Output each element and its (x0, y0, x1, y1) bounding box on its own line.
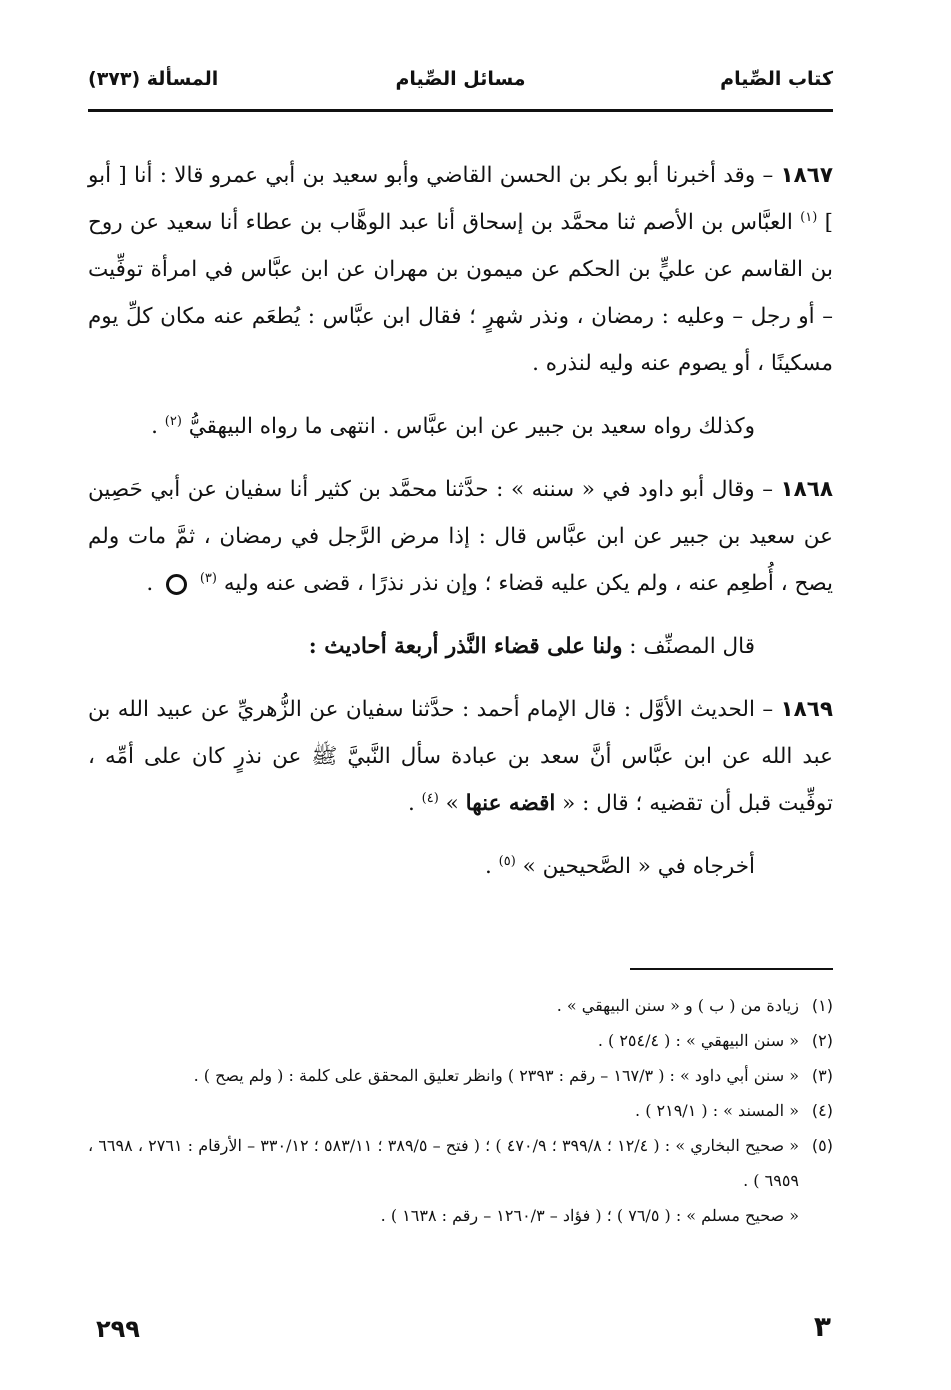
hadith-bold-quote: اقضه عنها (465, 791, 556, 816)
footnote-mark: (٢) (811, 1031, 833, 1050)
paragraph-text: . (485, 854, 499, 879)
footnote-continuation (88, 1198, 833, 1233)
hadith-1867 (88, 152, 833, 387)
footnote-mark: (١) (811, 996, 833, 1015)
paragraph-bold-text: ولنا على قضاء النَّذر أربعة أحاديث : (308, 634, 623, 659)
footnote-item (88, 1128, 833, 1198)
hadith-number: ١٨٦٧ (780, 163, 833, 188)
narration-note (88, 403, 833, 450)
footnote-item (88, 1023, 833, 1058)
hadith-text: . (408, 791, 422, 816)
hadith-text: – وقال أبو داود في « سننه » : حدَّثنا محمَّد بن كثير أنا سفيان عن أبي حَصِين عن سعيد بن جبير عن ابن عبَّاس قال : إذا مرض الرَّجل في رمضان ، ثمَّ مات ولم يصح ، أُطعِم عنه ، ولم يكن عليه قضاء ؛ وإن نذر نذرًا ، قضى عنه وليه (88, 477, 833, 596)
footnote-ref: (٢) (164, 413, 182, 429)
hadith-number: ١٨٦٨ (780, 477, 833, 502)
hadith-text: . (146, 571, 160, 596)
takhrij-note (88, 843, 833, 890)
header-issue-number: المسألة (٣٧٣) (88, 68, 219, 90)
footnote-ref: (١) (800, 209, 818, 225)
header-section-title: مسائل الصِّيام (395, 68, 526, 90)
hadith-number: ١٨٦٩ (780, 697, 833, 722)
footnote-mark: (٤) (811, 1101, 833, 1120)
footnote-mark: (٣) (811, 1066, 833, 1085)
author-statement (88, 623, 833, 670)
running-header (88, 62, 833, 106)
paragraph-text: . (151, 414, 165, 439)
paragraph-text: أخرجاه في « الصَّحيحين » (522, 854, 755, 879)
hadith-1869 (88, 686, 833, 827)
footnote-ref: (٤) (421, 790, 439, 806)
footnote-text: « سنن أبي داود » : ( ١٦٧/٣ – رقم : ٢٣٩٣ ) وانظر تعليق المحقق على كلمة : ( ولم يصح ) . (193, 1066, 799, 1085)
footnote-rule (630, 968, 833, 970)
header-book-title: كتاب الصِّيام (720, 68, 833, 90)
ring-mark-icon (166, 574, 187, 595)
footnote-text: زيادة من ( ب ) و « سنن البيهقي » . (556, 996, 799, 1015)
hadith-text: – وقد أخبرنا أبو بكر بن الحسن القاضي وأبو سعيد بن أبي عمرو قالا : أنا [ أبو ] (88, 163, 833, 235)
hadith-1868 (88, 466, 833, 607)
footnote-text: « صحيح مسلم » : ( ٧٦/٥ ) ؛ ( فؤاد – ١٢٦٠/٣ – رقم : ١٦٣٨ ) . (380, 1206, 799, 1225)
footnote-mark: (٥) (811, 1136, 833, 1155)
hadith-text: » (445, 791, 466, 816)
hadith-text: العبَّاس بن الأصم ثنا محمَّد بن إسحاق أنا عبد الوهَّاب بن عطاء أنا سعيد عن روح بن القاسم عن عليٍّ بن الحكم عن ميمون بن مهران عن ابن عبَّاس في امرأة توفِّيت – أو رجل – وعليه : رمضان ، ونذر شهرٍ ؛ فقال ابن عبَّاس : يُطعَم عنه مكان كلِّ يوم مسكينًا ، أو يصوم عنه وليه لنذره . (88, 210, 833, 376)
main-text (88, 152, 833, 906)
hadith-text: – الحديث الأوَّل : قال الإمام أحمد : حدَّثنا سفيان عن الزُّهريِّ عن عبيد الله بن عبد الله عن ابن عبَّاس أنَّ سعد بن عبادة سأل النَّبيَّ ﷺ عن نذرٍ كان على أمِّه ، توفِّيت قبل أن تقضيه ؛ قال : « (88, 697, 833, 816)
volume-number: ٣ (813, 1310, 831, 1343)
footnote-item (88, 988, 833, 1023)
footnote-text: « سنن البيهقي » : ( ٢٥٤/٤ ) . (597, 1031, 799, 1050)
footnote-text: « صحيح البخاري » : ( ١٢/٤ ؛ ٣٩٩/٨ ؛ ٤٧٠/٩ ) ؛ ( فتح – ٣٨٩/٥ ؛ ٥٨٣/١١ ؛ ٣٣٠/١٢ – الأرقام : ٢٧٦١ ، ٦٦٩٨ ، ٦٩٥٩ ) . (88, 1136, 800, 1190)
header-rule (88, 109, 833, 112)
paragraph-text: قال المصنِّف : (622, 634, 755, 659)
footnote-ref: (٣) (199, 570, 217, 586)
footnote-text: « المسند » : ( ٢١٩/١ ) . (635, 1101, 799, 1120)
page-number: ٢٩٩ (96, 1315, 140, 1343)
footnotes (88, 988, 833, 1233)
footnote-item (88, 1093, 833, 1128)
paragraph-text: وكذلك رواه سعيد بن جبير عن ابن عبَّاس . انتهى ما رواه البيهقيُّ (188, 414, 755, 439)
footnote-ref: (٥) (498, 853, 516, 869)
footnote-item (88, 1058, 833, 1093)
